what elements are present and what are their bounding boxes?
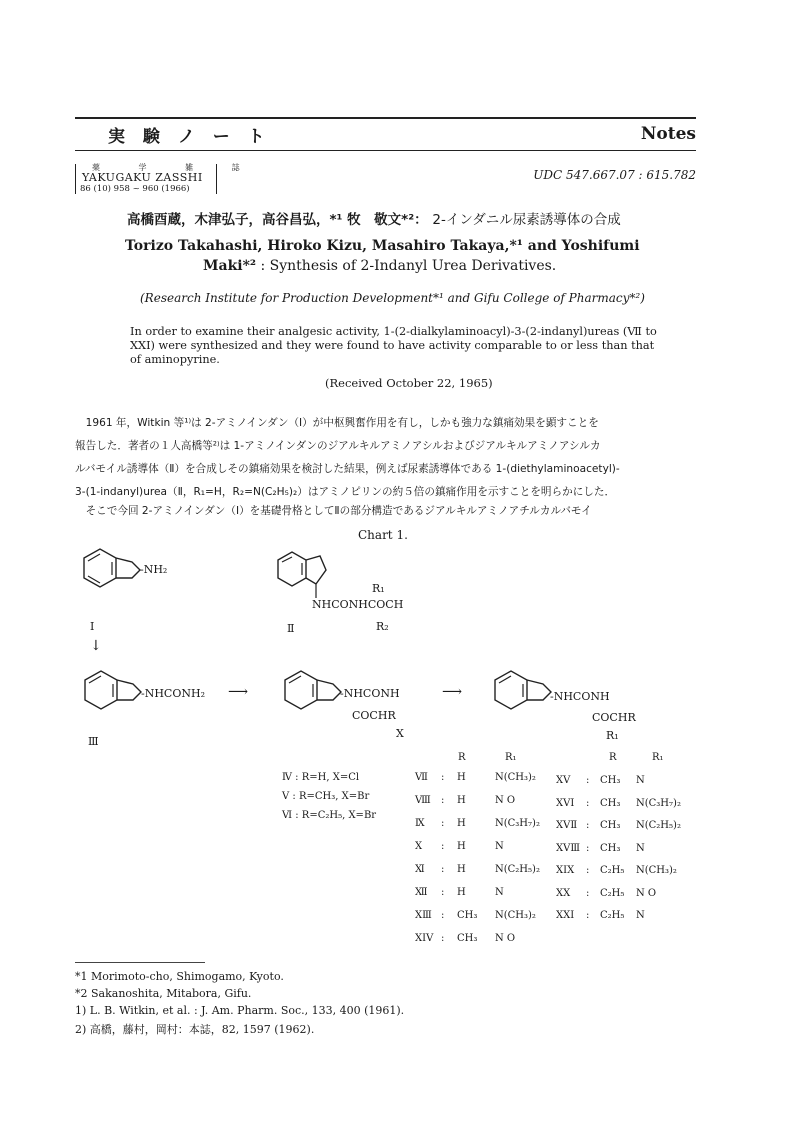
left-separator: : bbox=[441, 933, 445, 944]
right-compound-r: CH₃ bbox=[600, 797, 621, 809]
left-compound-r: H bbox=[457, 772, 466, 783]
left-compound-r1: N(C₃H₇)₂ bbox=[495, 818, 540, 829]
authors-jp bbox=[127, 208, 621, 228]
right-compound-r1: N bbox=[636, 775, 645, 786]
left-compound-r: CH₃ bbox=[457, 933, 478, 944]
right-compound-no: XXI bbox=[556, 910, 575, 921]
affiliation: (Research Institute for Production Development*¹ and Gifu College of Pharmacy*²) bbox=[140, 291, 645, 305]
body-line-2: 報告した．著者の１人高橋等²⁾は 1-アミノインダンのジアルキルアミノアシルおよびジアルキルアミノアシルカ bbox=[75, 440, 601, 452]
authors-en: Torizo Takahashi, Hiroko Kizu, Masahiro Takaya,*¹ and Yoshifumi bbox=[125, 238, 640, 254]
journal-name-en: YAKUGAKU ZASSHI bbox=[82, 171, 203, 184]
col-head-r-right: R bbox=[609, 752, 617, 763]
right-compound-no: XX bbox=[556, 887, 571, 899]
left-compound-no: Ⅺ bbox=[415, 864, 425, 875]
right-separator: : bbox=[586, 797, 590, 809]
chart-title: Chart 1. bbox=[358, 528, 408, 542]
right-compound-r: CH₃ bbox=[600, 775, 621, 786]
right-separator: : bbox=[586, 842, 590, 854]
left-compound-no: Ⅷ bbox=[415, 795, 431, 806]
body-line-1: 1961 年，Witkin 等¹⁾は 2-アミノインダン（Ⅰ）が中枢興奮作用を有し，しかも強力な鎮痛効果を顕すことを bbox=[75, 417, 599, 429]
c3-group: -NHCONH₂ bbox=[141, 687, 205, 700]
journal-name-jp: 薬 学 雑 誌 bbox=[92, 163, 258, 172]
left-compound-r1: N(CH₃)₂ bbox=[495, 910, 536, 921]
body-line-5: そこで今回 2-アミノインダン（Ⅰ）を基礎骨格としてⅡの部分構造であるジアルキルアミノアチルカルバモイ bbox=[75, 505, 592, 517]
author-maki: Maki*² bbox=[203, 258, 257, 274]
reference-2: 2) 高橋，藤村，岡村：本誌，82, 1597 (1962). bbox=[75, 1023, 315, 1036]
left-compound-r: H bbox=[457, 818, 466, 829]
abstract: In order to examine their analgesic activity, 1-(2-dialkylaminoacyl)-3-(2-indanyl)ureas (Ⅶ to XXI) were synthesized and they were found to have activity comparable to or less than that of aminopyrine. bbox=[130, 325, 657, 366]
col-head-r1-left: R₁ bbox=[505, 752, 517, 763]
right-separator: : bbox=[586, 887, 590, 899]
right-compound-r: C₂H₅ bbox=[600, 887, 625, 899]
left-separator: : bbox=[441, 795, 445, 806]
header-bottom-rule bbox=[75, 150, 696, 151]
left-compound-no: Ⅹ bbox=[415, 841, 423, 852]
c3-label: Ⅲ bbox=[88, 735, 99, 748]
right-group-1: -NHCONH bbox=[550, 690, 610, 703]
footnote-rule bbox=[75, 962, 205, 963]
left-compound-r1: N(CH₃)₂ bbox=[495, 772, 536, 783]
c2-group: NHCONHCOCH bbox=[312, 598, 404, 611]
right-compound-no: XVI bbox=[556, 797, 575, 809]
left-compound-r: H bbox=[457, 864, 466, 875]
left-compound-no: Ⅶ bbox=[415, 772, 428, 783]
left-compound-r1: N O bbox=[495, 795, 516, 806]
col-head-r-left: R bbox=[458, 752, 466, 763]
left-compound-no: Ⅻ bbox=[415, 887, 428, 898]
left-compound-no: Ⅸ bbox=[415, 818, 425, 829]
left-compound-r1: N O bbox=[495, 933, 516, 944]
authors-jp-names: 高橋酉蔵，木津弘子，高谷昌弘，*¹ 牧 敬文*²： bbox=[127, 212, 428, 228]
left-compound-no: XIV bbox=[415, 933, 434, 944]
reaction-arrow-1: ⟶ bbox=[228, 684, 249, 700]
title-jp: 2-インダニル尿素誘導体の合成 bbox=[432, 212, 621, 228]
halide-5: Ⅴ : R=CH₃, X=Br bbox=[282, 791, 370, 802]
left-separator: : bbox=[441, 818, 445, 829]
right-compound-r: C₂H₅ bbox=[600, 865, 625, 876]
left-compound-r: H bbox=[457, 841, 466, 852]
right-separator: : bbox=[586, 910, 590, 921]
udc-code: UDC 547.667.07 : 615.782 bbox=[533, 168, 696, 182]
halide-4: Ⅳ : R=H, X=Cl bbox=[282, 772, 360, 783]
left-compound-r1: N bbox=[495, 887, 504, 898]
footnote-2: *2 Sakanoshita, Mitabora, Gifu. bbox=[75, 987, 252, 1000]
left-compound-r1: N bbox=[495, 841, 504, 852]
right-group-2: COCHR bbox=[592, 711, 636, 724]
received-date: (Received October 22, 1965) bbox=[325, 376, 493, 390]
left-separator: : bbox=[441, 887, 445, 898]
mid-group-2: COCHR bbox=[352, 709, 396, 722]
section-title-en: Notes bbox=[640, 124, 696, 144]
right-compound-r1: N bbox=[636, 842, 645, 854]
right-compound-r: C₂H₅ bbox=[600, 910, 625, 921]
right-separator: : bbox=[586, 865, 590, 876]
c1-label: Ⅰ bbox=[90, 620, 95, 633]
right-separator: : bbox=[586, 820, 590, 831]
top-rule bbox=[75, 117, 696, 119]
journal-volume: 86 (10) 958 ~ 960 (1966) bbox=[80, 184, 190, 194]
title-en bbox=[203, 258, 556, 274]
left-separator: : bbox=[441, 772, 445, 783]
indane-structure-1 bbox=[70, 548, 150, 608]
c2-r1: R₁ bbox=[372, 582, 385, 595]
body-line-3: ルバモイル誘導体（Ⅱ）を合成しその鎮痛効果を検討した結果，例えば尿素誘導体である 1-(diethylaminoacetyl)- bbox=[75, 463, 620, 475]
right-compound-r1: N O bbox=[636, 887, 657, 899]
right-compound-no: XVⅢ bbox=[556, 842, 580, 854]
c2-r2: R₂ bbox=[376, 620, 389, 633]
right-compound-no: XVⅡ bbox=[556, 820, 578, 831]
right-compound-r: CH₃ bbox=[600, 820, 621, 831]
left-separator: : bbox=[441, 841, 445, 852]
c1-group: -NH₂ bbox=[140, 563, 168, 576]
journal-citation-box bbox=[75, 163, 258, 194]
mid-group-1: -NHCONH bbox=[340, 687, 400, 700]
right-compound-no: XIX bbox=[556, 865, 575, 876]
title-en-text: : Synthesis of 2-Indanyl Urea Derivatives. bbox=[260, 258, 557, 274]
left-compound-r: H bbox=[457, 887, 466, 898]
mid-group-3: X bbox=[396, 727, 404, 740]
right-compound-r1: N(C₃H₇)₂ bbox=[636, 797, 681, 809]
right-group-3: R₁ bbox=[606, 729, 619, 742]
right-compound-no: XV bbox=[556, 775, 571, 786]
right-separator: : bbox=[586, 775, 590, 786]
right-compound-r1: N(C₂H₅)₂ bbox=[636, 820, 681, 831]
left-compound-no: XⅢ bbox=[415, 910, 432, 921]
body-line-4: 3-(1-indanyl)urea（Ⅱ，R₁=H，R₂=N(C₂H₅)₂）はアミノピリンの約５倍の鎮痛作用を示すことを明らかにした． bbox=[75, 486, 616, 498]
halide-6: Ⅵ : R=C₂H₅, X=Br bbox=[282, 810, 377, 821]
section-title-jp: 実 験 ノ ー ト bbox=[108, 127, 271, 147]
c2-label: Ⅱ bbox=[287, 622, 295, 635]
right-compound-r: CH₃ bbox=[600, 842, 621, 854]
down-arrow: ↓ bbox=[90, 638, 102, 654]
reaction-arrow-2: ⟶ bbox=[442, 684, 463, 700]
right-compound-r1: N bbox=[636, 910, 645, 921]
col-head-r1-right: R₁ bbox=[652, 752, 664, 763]
left-separator: : bbox=[441, 864, 445, 875]
reference-1: 1) L. B. Witkin, et al. : J. Am. Pharm. Soc., 133, 400 (1961). bbox=[75, 1004, 405, 1017]
left-compound-r1: N(C₂H₅)₂ bbox=[495, 864, 540, 875]
right-compound-r1: N(CH₃)₂ bbox=[636, 865, 677, 876]
footnote-1: *1 Morimoto-cho, Shimogamo, Kyoto. bbox=[75, 970, 284, 983]
left-compound-r: H bbox=[457, 795, 466, 806]
left-compound-r: CH₃ bbox=[457, 910, 478, 921]
left-separator: : bbox=[441, 910, 445, 921]
